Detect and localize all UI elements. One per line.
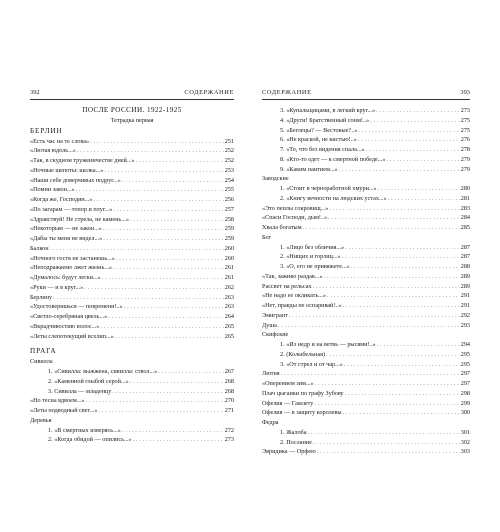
toc-entry-title: 2. «Каменной глыбой серой...» bbox=[48, 377, 129, 385]
dot-leader bbox=[386, 155, 459, 165]
toc-entry bbox=[262, 135, 470, 145]
toc-entry-page: 256 bbox=[224, 196, 234, 203]
right-contents-column bbox=[262, 106, 470, 457]
toc-entry bbox=[262, 106, 470, 116]
dot-leader bbox=[103, 224, 224, 234]
toc-entry-page: 254 bbox=[224, 176, 234, 184]
toc-entry-page: 275 bbox=[460, 126, 470, 134]
toc-entry bbox=[30, 137, 234, 147]
dot-leader bbox=[376, 106, 460, 116]
toc-entry-page: 262 bbox=[224, 283, 234, 291]
dot-leader bbox=[378, 184, 460, 194]
toc-entry-title: «Спаси Господи, дым!..» bbox=[262, 214, 328, 222]
toc-entry bbox=[262, 174, 470, 184]
toc-entry bbox=[262, 321, 470, 331]
toc-entry bbox=[30, 254, 234, 264]
dot-leader bbox=[278, 321, 460, 331]
dot-leader bbox=[328, 213, 460, 223]
toc-entry-title: «Леты слепотекущий всхлип...» bbox=[30, 332, 114, 340]
toc-entry bbox=[30, 357, 234, 367]
toc-entry bbox=[30, 146, 234, 156]
toc-entry-page: 294 bbox=[460, 341, 470, 348]
toc-entry-page: 291 bbox=[460, 292, 470, 300]
toc-entry bbox=[262, 360, 470, 370]
toc-entry bbox=[30, 234, 234, 244]
toc-entry bbox=[262, 223, 470, 233]
toc-entry-title: Лютня bbox=[262, 370, 280, 378]
toc-entry-title: «Так, в скудном труженичестве дней...» bbox=[30, 157, 135, 164]
dot-leader bbox=[103, 234, 223, 244]
toc-entry bbox=[262, 399, 470, 409]
toc-entry-title: 5. «Беглецы? — Вестовые?..» bbox=[280, 126, 358, 134]
toc-entry bbox=[262, 243, 470, 253]
toc-entry bbox=[262, 369, 470, 379]
toc-entry-title: 2. «Нищих и горлиц...» bbox=[280, 253, 341, 261]
dot-leader bbox=[130, 377, 224, 387]
dot-leader bbox=[133, 435, 224, 445]
toc-entry-title: «Светло-серебряная цвель...» bbox=[30, 313, 108, 320]
toc-entry-page: 272 bbox=[224, 426, 234, 434]
left-header-rule bbox=[30, 99, 234, 100]
dot-leader bbox=[314, 399, 459, 409]
toc-entry-page: 275 bbox=[460, 116, 470, 124]
toc-entry-title: «Леты подводный свет...» bbox=[30, 407, 98, 414]
toc-entry bbox=[262, 282, 470, 292]
toc-entry-title: «Но тесна вдвоем...» bbox=[30, 397, 85, 405]
section-heading: ПРАГА bbox=[30, 347, 57, 356]
dot-leader bbox=[113, 263, 224, 273]
dot-leader bbox=[343, 408, 460, 418]
toc-entry-title: 3. «Купальщицами, в легкий круг...» bbox=[280, 107, 376, 114]
toc-entry-title: Офелия — Гамлету bbox=[262, 399, 314, 407]
dot-leader bbox=[388, 194, 460, 204]
toc-entry-page: 255 bbox=[224, 186, 234, 194]
dot-leader bbox=[317, 447, 460, 457]
toc-entry-page: 267 bbox=[224, 368, 234, 375]
dot-leader bbox=[289, 311, 460, 321]
toc-entry-title: «Не надо ее окликать...» bbox=[262, 292, 326, 300]
toc-entry-title: «Ночные шепоты: шелка...» bbox=[30, 166, 104, 174]
right-page-header bbox=[250, 88, 500, 98]
dot-leader bbox=[116, 254, 224, 264]
dot-leader bbox=[53, 293, 224, 303]
toc-entry-title: Эмигрант bbox=[262, 311, 288, 319]
toc-entry-page: 284 bbox=[460, 214, 470, 222]
toc-entry-page: 280 bbox=[460, 185, 470, 192]
book-subtitle: Тетрадка первая bbox=[110, 116, 154, 124]
toc-entry-title: 2. «Когда обидой — опились...» bbox=[48, 436, 132, 444]
toc-entry-page: 287 bbox=[460, 253, 470, 261]
toc-entry-page: 260 bbox=[224, 244, 234, 252]
toc-entry bbox=[262, 116, 470, 126]
dot-leader bbox=[77, 146, 224, 156]
toc-entry-page: 303 bbox=[460, 448, 470, 456]
toc-entry bbox=[30, 377, 234, 387]
toc-entry bbox=[30, 244, 234, 254]
left-page-number: 392 bbox=[30, 89, 40, 96]
toc-entry bbox=[262, 262, 470, 272]
toc-entry bbox=[262, 145, 470, 155]
toc-entry bbox=[262, 213, 470, 223]
toc-entry-title: Берлину bbox=[30, 293, 53, 301]
toc-entry bbox=[30, 396, 234, 406]
dot-leader bbox=[345, 243, 460, 253]
toc-entry bbox=[262, 184, 470, 194]
toc-entry-page: 257 bbox=[224, 205, 234, 213]
toc-entry-page: 285 bbox=[460, 224, 470, 231]
toc-entry-page: 278 bbox=[460, 146, 470, 153]
toc-entry-page: 261 bbox=[224, 264, 234, 272]
dot-leader bbox=[124, 302, 224, 312]
dot-leader bbox=[377, 340, 460, 350]
dot-leader bbox=[93, 195, 223, 205]
toc-entry-title: Заводские bbox=[262, 175, 289, 183]
toc-entry-title: 2. «Книгу вечности на людских устах...» bbox=[280, 194, 387, 202]
toc-entry bbox=[30, 332, 234, 342]
toc-entry bbox=[262, 301, 470, 311]
left-contents-column bbox=[30, 106, 234, 445]
toc-entry bbox=[30, 166, 234, 176]
dot-leader bbox=[315, 379, 460, 389]
toc-entry-title: «Здравствуй! Не стрела, не камень...» bbox=[30, 215, 129, 223]
toc-entry-page: 297 bbox=[460, 370, 470, 378]
toc-entry bbox=[30, 176, 234, 186]
toc-entry bbox=[30, 312, 234, 322]
toc-entry bbox=[30, 406, 234, 416]
dot-leader bbox=[303, 223, 460, 233]
toc-entry-title: 3. Сивилла — младенцу bbox=[48, 387, 112, 395]
toc-entry-page: 293 bbox=[460, 321, 470, 329]
toc-entry-title: «Неподражаемо лжет жизнь...» bbox=[30, 264, 113, 272]
toc-entry-page: 259 bbox=[224, 225, 234, 233]
toc-entry bbox=[262, 155, 470, 165]
toc-entry-page: 289 bbox=[460, 272, 470, 280]
dot-leader bbox=[50, 244, 224, 254]
toc-entry-title: «По загарам — топор и плуг...» bbox=[30, 205, 113, 213]
toc-entry-title: 8. «Кто-то едет — к смертной победе...» bbox=[280, 155, 386, 163]
toc-entry-title: «Думалось: будут легки...» bbox=[30, 274, 101, 281]
dot-leader bbox=[76, 185, 224, 195]
toc-entry bbox=[30, 426, 234, 436]
dot-leader bbox=[313, 282, 460, 292]
toc-entry-title: Хвала богатым bbox=[262, 224, 302, 231]
toc-entry-page: 264 bbox=[224, 313, 234, 320]
toc-entry bbox=[30, 302, 234, 312]
toc-entry-title: «Удостоверишься — повремени!..» bbox=[30, 303, 123, 311]
dot-leader bbox=[98, 406, 223, 416]
toc-entry bbox=[262, 418, 470, 428]
right-page bbox=[250, 0, 500, 532]
toc-entry bbox=[262, 350, 470, 360]
dot-leader bbox=[344, 360, 460, 370]
toc-entry-page: 298 bbox=[460, 389, 470, 397]
toc-entry bbox=[262, 204, 470, 214]
toc-entry-title: «Это пеплы сокровищ...» bbox=[262, 204, 329, 212]
toc-entry-page: 295 bbox=[460, 350, 470, 358]
toc-entry-title: Балкон bbox=[30, 244, 49, 252]
toc-entry-title: Рассвет на рельсах bbox=[262, 282, 312, 290]
toc-entry-title: Деревья bbox=[30, 416, 52, 424]
toc-entry-title: «Руки — и в круг...» bbox=[30, 283, 84, 291]
toc-entry-title: «Оперением зим...» bbox=[262, 380, 314, 387]
toc-entry-title: «Помни закон...» bbox=[30, 186, 75, 194]
toc-entry-title: 1. «Из недр и на ветвь — рысями!..» bbox=[280, 341, 376, 348]
toc-entry bbox=[262, 165, 470, 175]
dot-leader bbox=[90, 137, 224, 147]
toc-entry bbox=[30, 215, 234, 225]
dot-leader bbox=[343, 301, 460, 311]
toc-entry bbox=[262, 252, 470, 262]
toc-entry-page: 276 bbox=[460, 136, 470, 144]
dot-leader bbox=[313, 438, 460, 448]
dot-leader bbox=[370, 116, 460, 126]
toc-entry-title: «Когда же, Господин...» bbox=[30, 196, 93, 203]
toc-entry-page: 260 bbox=[224, 254, 234, 262]
toc-entry-page: 288 bbox=[460, 263, 470, 270]
toc-entry-page: 283 bbox=[460, 204, 470, 212]
toc-entry-title: «Нет, правды не оспаривай!..» bbox=[262, 302, 342, 309]
dot-leader bbox=[281, 369, 460, 379]
toc-entry bbox=[30, 283, 234, 293]
left-page-header bbox=[0, 88, 250, 98]
toc-entry-title: «Так, заживо раздав...» bbox=[262, 272, 323, 280]
toc-entry-page: 270 bbox=[224, 397, 234, 405]
toc-entry-page: 287 bbox=[460, 243, 470, 251]
toc-entry-title: 6. «Не краской, не кистью!..» bbox=[280, 136, 357, 144]
toc-entry-title: 2. Послание bbox=[280, 438, 312, 446]
dot-leader bbox=[108, 312, 224, 322]
dot-leader bbox=[351, 262, 460, 272]
dot-leader bbox=[122, 426, 224, 436]
dot-leader bbox=[104, 166, 223, 176]
toc-entry-page: 268 bbox=[224, 377, 234, 385]
dot-leader bbox=[113, 205, 223, 215]
toc-entry bbox=[30, 156, 234, 166]
book-title: ПОСЛЕ РОССИИ. 1922-1925 bbox=[82, 106, 182, 114]
toc-entry-page: 297 bbox=[460, 380, 470, 387]
toc-entry bbox=[262, 408, 470, 418]
toc-entry bbox=[30, 367, 234, 377]
toc-entry-title: 1. «В смертных изверясь...» bbox=[48, 426, 121, 434]
toc-entry-page: 279 bbox=[460, 165, 470, 173]
dot-leader bbox=[115, 332, 224, 342]
toc-entry bbox=[262, 272, 470, 282]
toc-entry-title: 4. «Други! Братственный сонм!..» bbox=[280, 116, 370, 124]
toc-entry bbox=[262, 438, 470, 448]
dot-leader bbox=[326, 350, 460, 360]
toc-entry-title: «Наши себе доверчивых подруг...» bbox=[30, 176, 121, 184]
toc-entry-title: Плач цыганки по графу Зубову bbox=[262, 389, 344, 397]
toc-entry bbox=[30, 205, 234, 215]
toc-entry bbox=[30, 273, 234, 283]
right-header-rule bbox=[262, 99, 470, 100]
toc-entry-page: 259 bbox=[224, 235, 234, 242]
toc-entry-title: Федра bbox=[262, 419, 279, 426]
toc-entry-page: 273 bbox=[460, 107, 470, 114]
toc-entry bbox=[30, 185, 234, 195]
dot-leader bbox=[358, 126, 459, 136]
dot-leader bbox=[86, 396, 224, 406]
toc-entry-title: «Ночного гостя не застанешь...» bbox=[30, 254, 115, 262]
toc-entry-title: 1. «Лицо без обличия...» bbox=[280, 243, 345, 251]
toc-entry bbox=[262, 291, 470, 301]
toc-entry bbox=[30, 293, 234, 303]
dot-leader bbox=[324, 272, 460, 282]
toc-entry-title: 1. «Стоит в черноработной хмури...» bbox=[280, 185, 377, 192]
toc-entry-title: Офелия — в защиту королевы bbox=[262, 409, 342, 417]
toc-entry-title: Душа bbox=[262, 321, 277, 329]
toc-entry-page: 299 bbox=[460, 399, 470, 407]
toc-entry bbox=[30, 416, 234, 426]
toc-entry bbox=[262, 447, 470, 457]
dot-leader bbox=[122, 176, 224, 186]
left-running-head: СОДЕРЖАНИЕ bbox=[184, 89, 234, 96]
toc-entry-page: 252 bbox=[224, 147, 234, 155]
toc-entry bbox=[30, 195, 234, 205]
toc-entry-page: 289 bbox=[460, 282, 470, 290]
toc-entry-title: «Есть час на те слова» bbox=[30, 137, 90, 145]
toc-entry-title: 2. (Колыбельная) bbox=[280, 350, 326, 358]
toc-entry-page: 253 bbox=[224, 166, 234, 174]
dot-leader bbox=[339, 165, 460, 175]
toc-entry-page: 258 bbox=[224, 215, 234, 223]
toc-entry bbox=[30, 263, 234, 273]
toc-entry bbox=[30, 387, 234, 397]
toc-entry bbox=[262, 389, 470, 399]
toc-entry-title: Бог bbox=[262, 233, 272, 241]
toc-entry bbox=[30, 224, 234, 234]
toc-entry-page: 279 bbox=[460, 155, 470, 163]
toc-entry-page: 302 bbox=[460, 438, 470, 446]
toc-entry-page: 292 bbox=[460, 311, 470, 319]
toc-entry-title: 7. «То, что без видения спала...» bbox=[280, 146, 365, 153]
right-page-number: 393 bbox=[460, 89, 470, 96]
toc-entry bbox=[262, 311, 470, 321]
toc-entry-page: 268 bbox=[224, 387, 234, 395]
toc-entry-title: «Лютая юдоль...» bbox=[30, 147, 76, 155]
dot-leader bbox=[102, 273, 224, 283]
toc-entry bbox=[262, 126, 470, 136]
toc-entry-title: 1. Жалоба bbox=[280, 428, 307, 436]
toc-entry-page: 263 bbox=[224, 293, 234, 301]
dot-leader bbox=[112, 387, 223, 397]
toc-entry-title: «Дабы ты меня не видел...» bbox=[30, 235, 103, 242]
toc-entry-page: 261 bbox=[224, 274, 234, 281]
dot-leader bbox=[327, 291, 460, 301]
dot-leader bbox=[307, 428, 459, 438]
toc-entry-page: 265 bbox=[224, 322, 234, 330]
toc-entry-page: 300 bbox=[460, 409, 470, 417]
toc-entry bbox=[262, 340, 470, 350]
dot-leader bbox=[342, 252, 460, 262]
toc-entry-page: 251 bbox=[224, 137, 234, 145]
dot-leader bbox=[158, 367, 223, 377]
toc-entry-page: 281 bbox=[460, 194, 470, 202]
toc-entry-title: Сивилла bbox=[30, 358, 53, 366]
toc-entry-page: 301 bbox=[460, 428, 470, 436]
dot-leader bbox=[358, 135, 460, 145]
dot-leader bbox=[100, 322, 223, 332]
right-running-head: СОДЕРЖАНИЕ bbox=[262, 89, 312, 96]
toc-entry bbox=[30, 322, 234, 332]
toc-entry-title: 1. «Сивилла: выжжена, сивилла: ствол...» bbox=[48, 368, 158, 375]
dot-leader bbox=[345, 389, 460, 399]
section-heading: БЕРЛИН bbox=[30, 126, 63, 135]
toc-entry bbox=[262, 428, 470, 438]
toc-entry-page: 252 bbox=[224, 157, 234, 164]
dot-leader bbox=[130, 215, 224, 225]
toc-entry bbox=[262, 233, 470, 243]
toc-entry-page: 291 bbox=[460, 302, 470, 309]
toc-entry-title: Эвридика — Орфею bbox=[262, 448, 316, 456]
toc-entry-title: 3. «О, его не привяжете...» bbox=[280, 263, 350, 270]
toc-entry-page: 265 bbox=[224, 332, 234, 340]
toc-entry-page: 273 bbox=[224, 436, 234, 444]
toc-entry-title: 9. «Каким наитием...» bbox=[280, 165, 338, 173]
toc-entry bbox=[262, 194, 470, 204]
toc-entry-title: «Вкрадчивостию волос...» bbox=[30, 322, 100, 330]
dot-leader bbox=[136, 156, 224, 166]
toc-entry-title: «Некоторым — не закон...» bbox=[30, 225, 102, 233]
toc-entry bbox=[30, 435, 234, 445]
toc-entry-page: 271 bbox=[224, 407, 234, 414]
dot-leader bbox=[329, 204, 459, 214]
toc-entry-title: 3. «От стрел и от чар...» bbox=[280, 360, 343, 368]
toc-entry bbox=[262, 379, 470, 389]
dot-leader bbox=[84, 283, 223, 293]
toc-entry-page: 263 bbox=[224, 303, 234, 311]
dot-leader bbox=[366, 145, 460, 155]
toc-entry bbox=[262, 330, 470, 340]
toc-entry-page: 295 bbox=[460, 360, 470, 368]
toc-entry-title: Скифские bbox=[262, 331, 289, 339]
